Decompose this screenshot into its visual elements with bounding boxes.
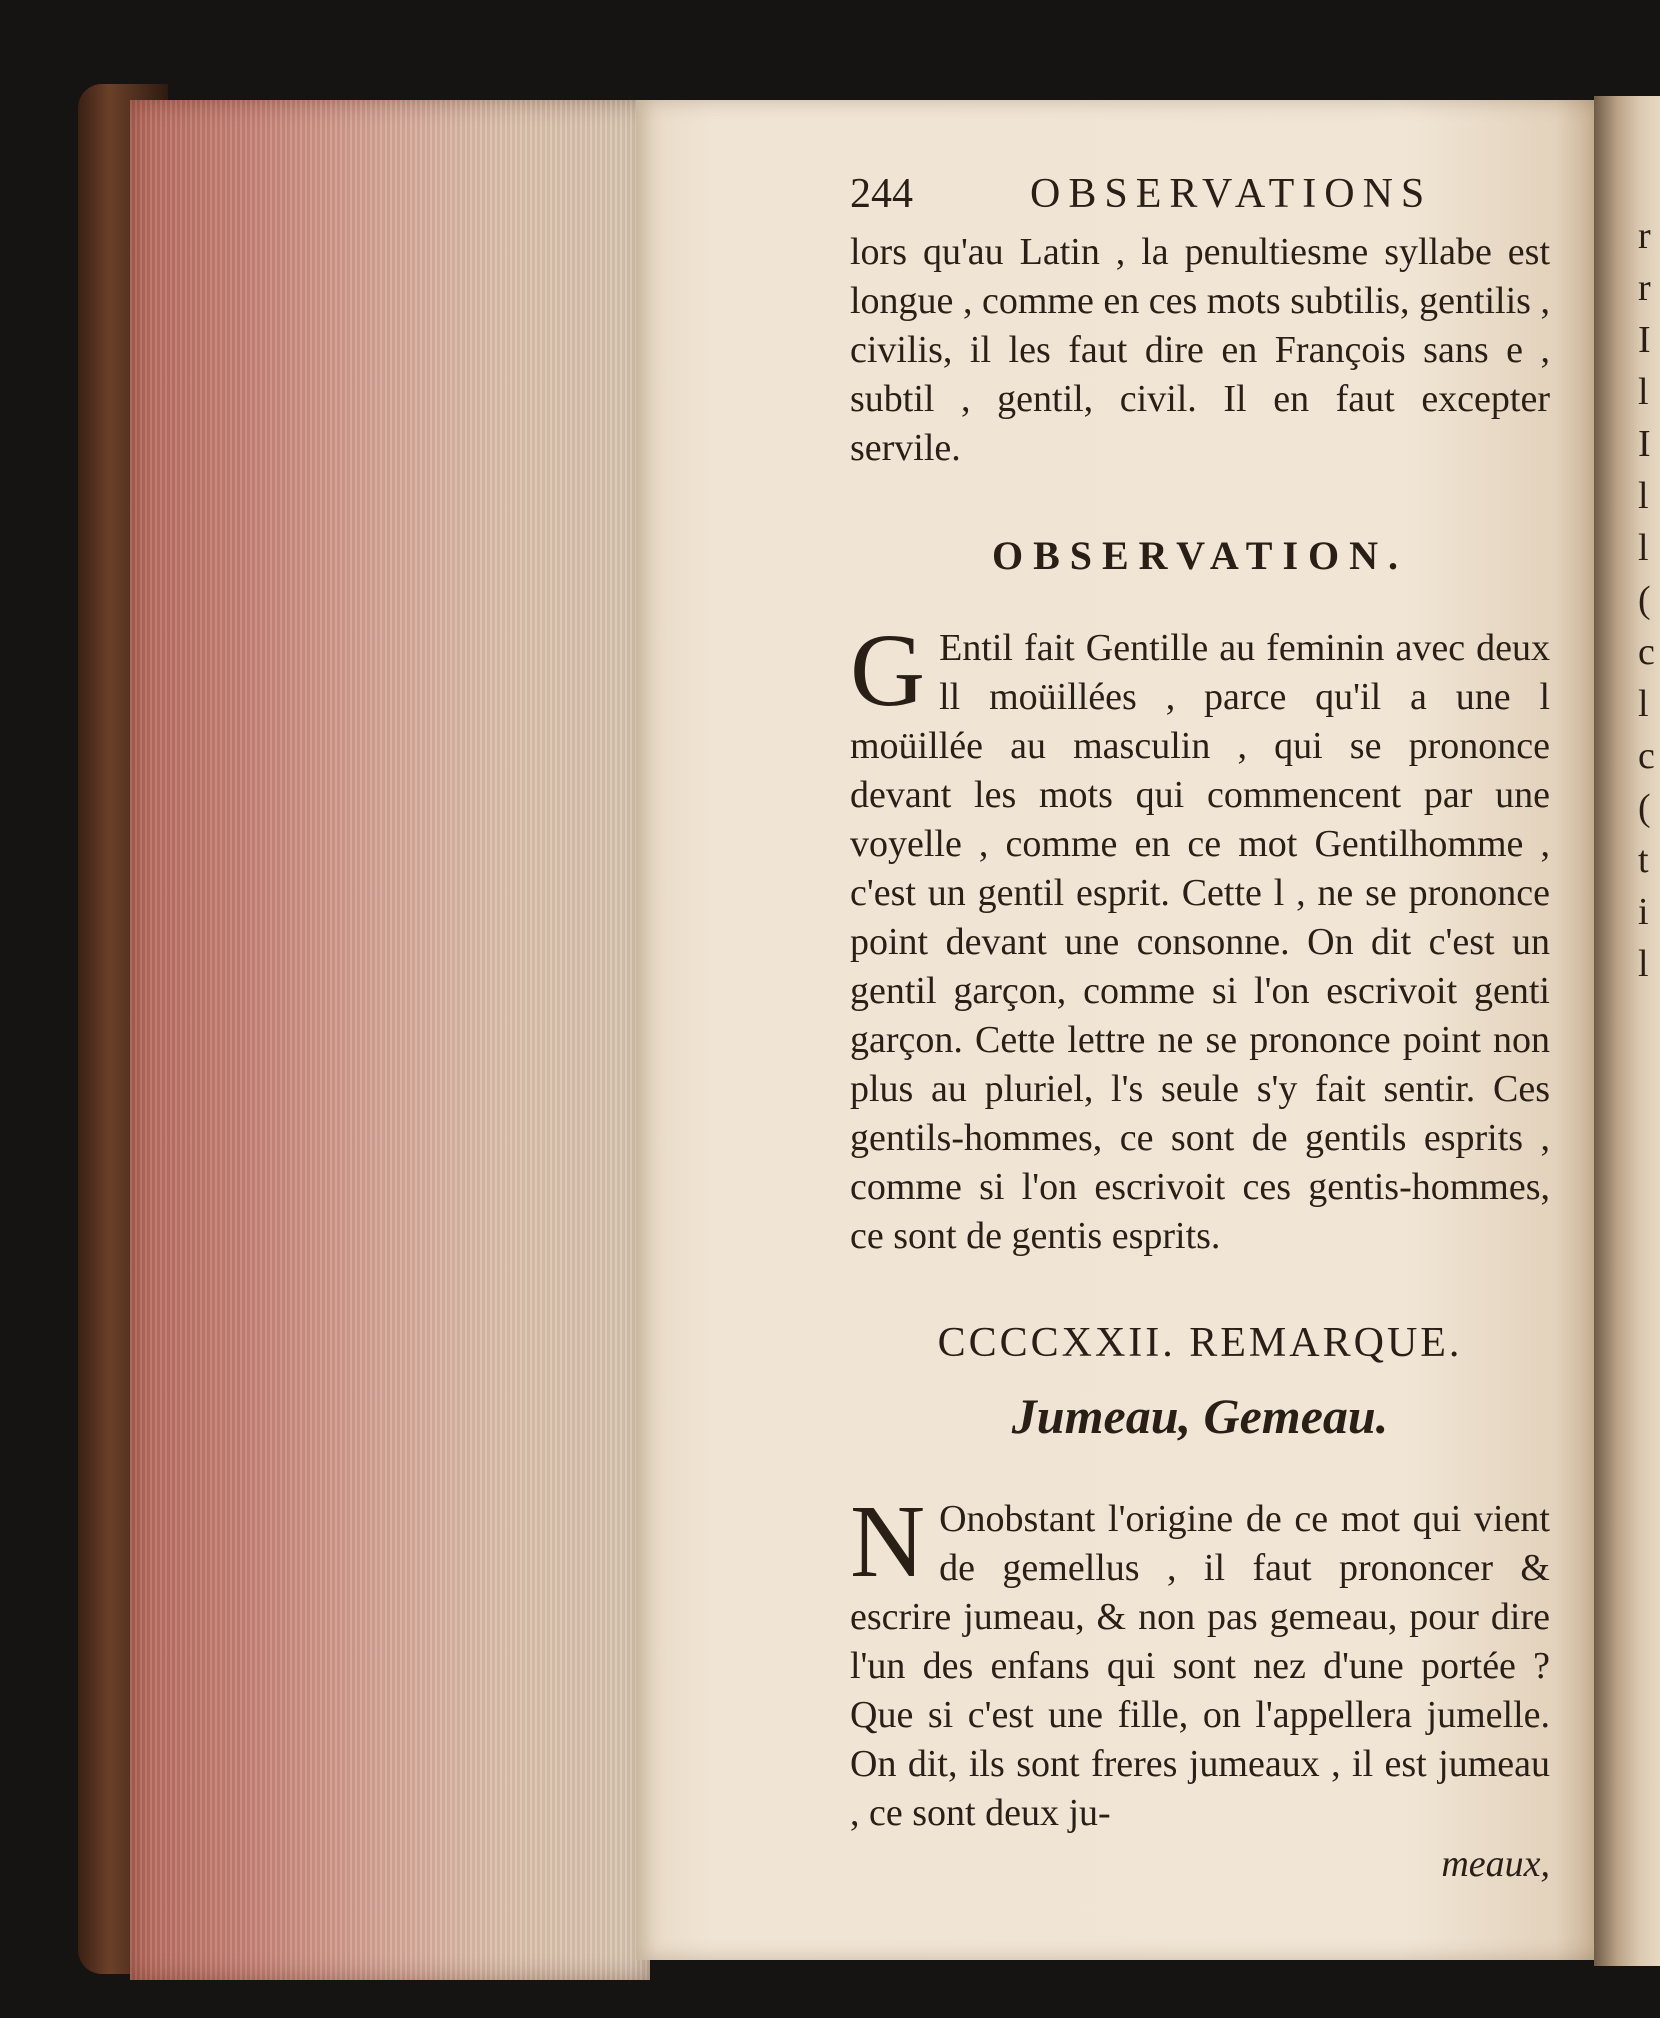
observation-paragraph: Entil fait Gentille au feminin avec deux ll moüillées , parce qu'il a une l moüillée au masculin , qui se prononce devant les mots qui commencent par une voyelle , comme en ce mot Gentilhomme , c'est un gentil esprit. Cette l , ne se prononce point devant une consonne. On dit c'est un gentil garçon, comme si l'on escrivoit genti garçon. Cette lettre ne se prononce point non plus au pluriel, l's seule s'y fait sentir. Ces gentils-hommes, ce sont de gentils esprits , comme si l'on escrivoit ces gentis-hommes, ce sont de gentis esprits. <box>850 627 1550 1257</box>
remarque-subject: Jumeau, Gemeau. <box>1011 1388 1389 1444</box>
observation-heading: OBSERVATION. <box>991 533 1409 578</box>
facing-mark: l <box>1638 475 1649 517</box>
catchword: meaux, <box>1441 1843 1550 1885</box>
remarque-paragraph: Onobstant l'origine de ce mot qui vient de gemellus , il faut prononcer & escrire jumeau, & non pas gemeau, pour dire l'un des enfans qui sont nez d'une portée ? Que si c'est une fille, on l'appellera jumelle. On dit, ils sont freres jumeaux , il est jumeau , ce sont deux ju- <box>850 1498 1550 1834</box>
facing-mark: l <box>1638 943 1649 985</box>
facing-mark: c <box>1638 735 1655 777</box>
facing-mark: I <box>1638 423 1651 465</box>
remarque-heading: CCCCXXII. REMARQUE. <box>937 1320 1463 1366</box>
drop-cap-n: N <box>850 1484 926 1599</box>
page-number: 244 <box>850 171 913 217</box>
facing-mark: l <box>1638 527 1649 569</box>
running-title: OBSERVATIONS <box>1030 171 1433 217</box>
remarque-section <box>850 1484 1550 1838</box>
facing-mark: t <box>1638 839 1649 881</box>
facing-mark: l <box>1638 371 1649 413</box>
facing-mark: ( <box>1638 579 1651 621</box>
facing-mark: c <box>1638 631 1655 673</box>
facing-page-marks <box>1638 210 1658 990</box>
facing-mark: l <box>1638 683 1649 725</box>
page-header <box>850 170 1550 226</box>
drop-cap-g: G <box>850 613 926 728</box>
facing-mark: i <box>1638 891 1649 933</box>
facing-mark: I <box>1638 319 1651 361</box>
page-text-block <box>850 170 1550 1889</box>
facing-mark: r <box>1638 215 1651 257</box>
facing-mark: r <box>1638 267 1651 309</box>
facing-mark: ( <box>1638 787 1651 829</box>
observation-section <box>850 613 1550 1261</box>
page-edges <box>130 100 650 1980</box>
continuation-paragraph: lors qu'au Latin , la penultiesme syllabe est longue , comme en ces mots subtilis, gentilis , civilis, il les faut dire en François sans e , subtil , gentil, civil. Il en faut excepter servile. <box>850 231 1550 469</box>
